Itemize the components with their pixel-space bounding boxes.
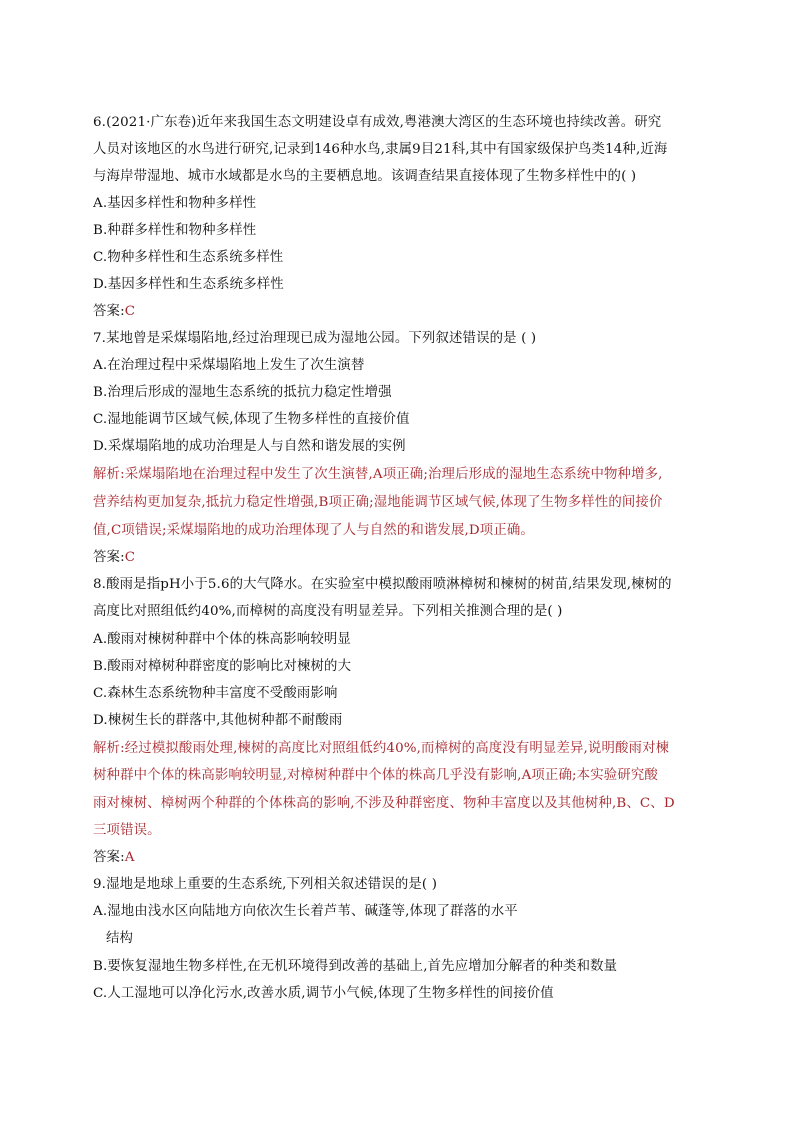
q8-analysis-line-1: 解析:经过模拟酸雨处理,楝树的高度比对照组低约40%,而樟树的高度没有明显差异,说明酸雨对楝 bbox=[93, 741, 670, 756]
q8-analysis-line-2: 树种群中个体的株高影响较明显,对樟树种群中个体的株高几乎没有影响,A项正确;本实验研究酸 bbox=[93, 768, 658, 783]
q8-option-b: B.酸雨对樟树种群密度的影响比对楝树的大 bbox=[93, 659, 352, 674]
q7-option-c: C.湿地能调节区域气候,体现了生物多样性的直接价值 bbox=[93, 412, 410, 427]
q7-option-a: A.在治理过程中采煤塌陷地上发生了次生演替 bbox=[93, 358, 365, 373]
q7-answer bbox=[93, 549, 705, 567]
answer-value: C bbox=[124, 550, 136, 565]
q7-option-b: B.治理后形成的湿地生态系统的抵抗力稳定性增强 bbox=[93, 385, 392, 400]
q7-option-d: D.采煤塌陷地的成功治理是人与自然和谐发展的实例 bbox=[93, 439, 406, 454]
q9-stem-line-1: 9.湿地是地球上重要的生态系统,下列相关叙述错误的是( ) bbox=[93, 877, 438, 892]
q8-analysis-line-3: 雨对楝树、樟树两个种群的个体株高的影响,不涉及种群密度、物种丰富度以及其他树种,B、C、D bbox=[93, 796, 675, 811]
q7-analysis-line-1: 解析:采煤塌陷地在治理过程中发生了次生演替,A项正确;治理后形成的湿地生态系统中物种增多, bbox=[93, 467, 663, 482]
q8-answer bbox=[93, 849, 705, 867]
answer-label: 答案: bbox=[93, 850, 125, 865]
q6-option-d: D.基因多样性和生态系统多样性 bbox=[93, 277, 284, 292]
q8-option-a: A.酸雨对楝树种群中个体的株高影响较明显 bbox=[93, 632, 351, 647]
answer-value: A bbox=[124, 850, 135, 865]
q7-stem-line-1: 7.某地曾是采煤塌陷地,经过治理现已成为湿地公园。下列叙述错误的是 ( ) bbox=[93, 331, 537, 346]
q6-answer bbox=[93, 303, 705, 321]
q6-option-a: A.基因多样性和物种多样性 bbox=[93, 196, 257, 211]
q6-stem-line-1: 6.(2021·广东卷)近年来我国生态文明建设卓有成效,粤港澳大湾区的生态环境也持续改善。研究 bbox=[93, 115, 662, 130]
q9-option-a: A.湿地由浅水区向陆地方向依次生长着芦苇、碱蓬等,体现了群落的水平 bbox=[93, 904, 518, 919]
q9-option-a-continued: 结构 bbox=[106, 931, 134, 946]
q7-analysis-line-2: 营养结构更加复杂,抵抗力稳定性增强,B项正确;湿地能调节区域气候,体现了生物多样性的间接价 bbox=[93, 495, 663, 510]
q8-option-d: D.楝树生长的群落中,其他树种都不耐酸雨 bbox=[93, 713, 343, 728]
q6-stem-line-2: 人员对该地区的水鸟进行研究,记录到146种水鸟,隶属9目21科,其中有国家级保护鸟类14种,近海 bbox=[93, 142, 668, 157]
q8-analysis-line-4: 三项错误。 bbox=[93, 823, 161, 838]
answer-label: 答案: bbox=[93, 304, 125, 319]
q6-option-c: C.物种多样性和生态系统多样性 bbox=[93, 250, 284, 265]
q8-stem-line-2: 高度比对照组低约40%,而樟树的高度没有明显差异。下列相关推测合理的是( ) bbox=[93, 604, 563, 619]
q8-stem-line-1: 8.酸雨是指pH小于5.6的大气降水。在实验室中模拟酸雨喷淋樟树和楝树的树苗,结果发现,楝树的 bbox=[93, 577, 672, 592]
q9-option-c: C.人工湿地可以净化污水,改善水质,调节小气候,体现了生物多样性的间接价值 bbox=[93, 986, 554, 1001]
answer-label: 答案: bbox=[93, 550, 125, 565]
q9-option-b: B.要恢复湿地生物多样性,在无机环境得到改善的基础上,首先应增加分解者的种类和数量 bbox=[93, 959, 618, 974]
q6-option-b: B.种群多样性和物种多样性 bbox=[93, 223, 257, 238]
q8-option-c: C.森林生态系统物种丰富度不受酸雨影响 bbox=[93, 686, 338, 701]
q6-stem-line-3: 与海岸带湿地、城市水域都是水鸟的主要栖息地。该调查结果直接体现了生物多样性中的( ) bbox=[93, 169, 637, 184]
q7-analysis-line-3: 值,C项错误;采煤塌陷地的成功治理体现了人与自然的和谐发展,D项正确。 bbox=[93, 523, 534, 538]
answer-value: C bbox=[124, 304, 136, 319]
